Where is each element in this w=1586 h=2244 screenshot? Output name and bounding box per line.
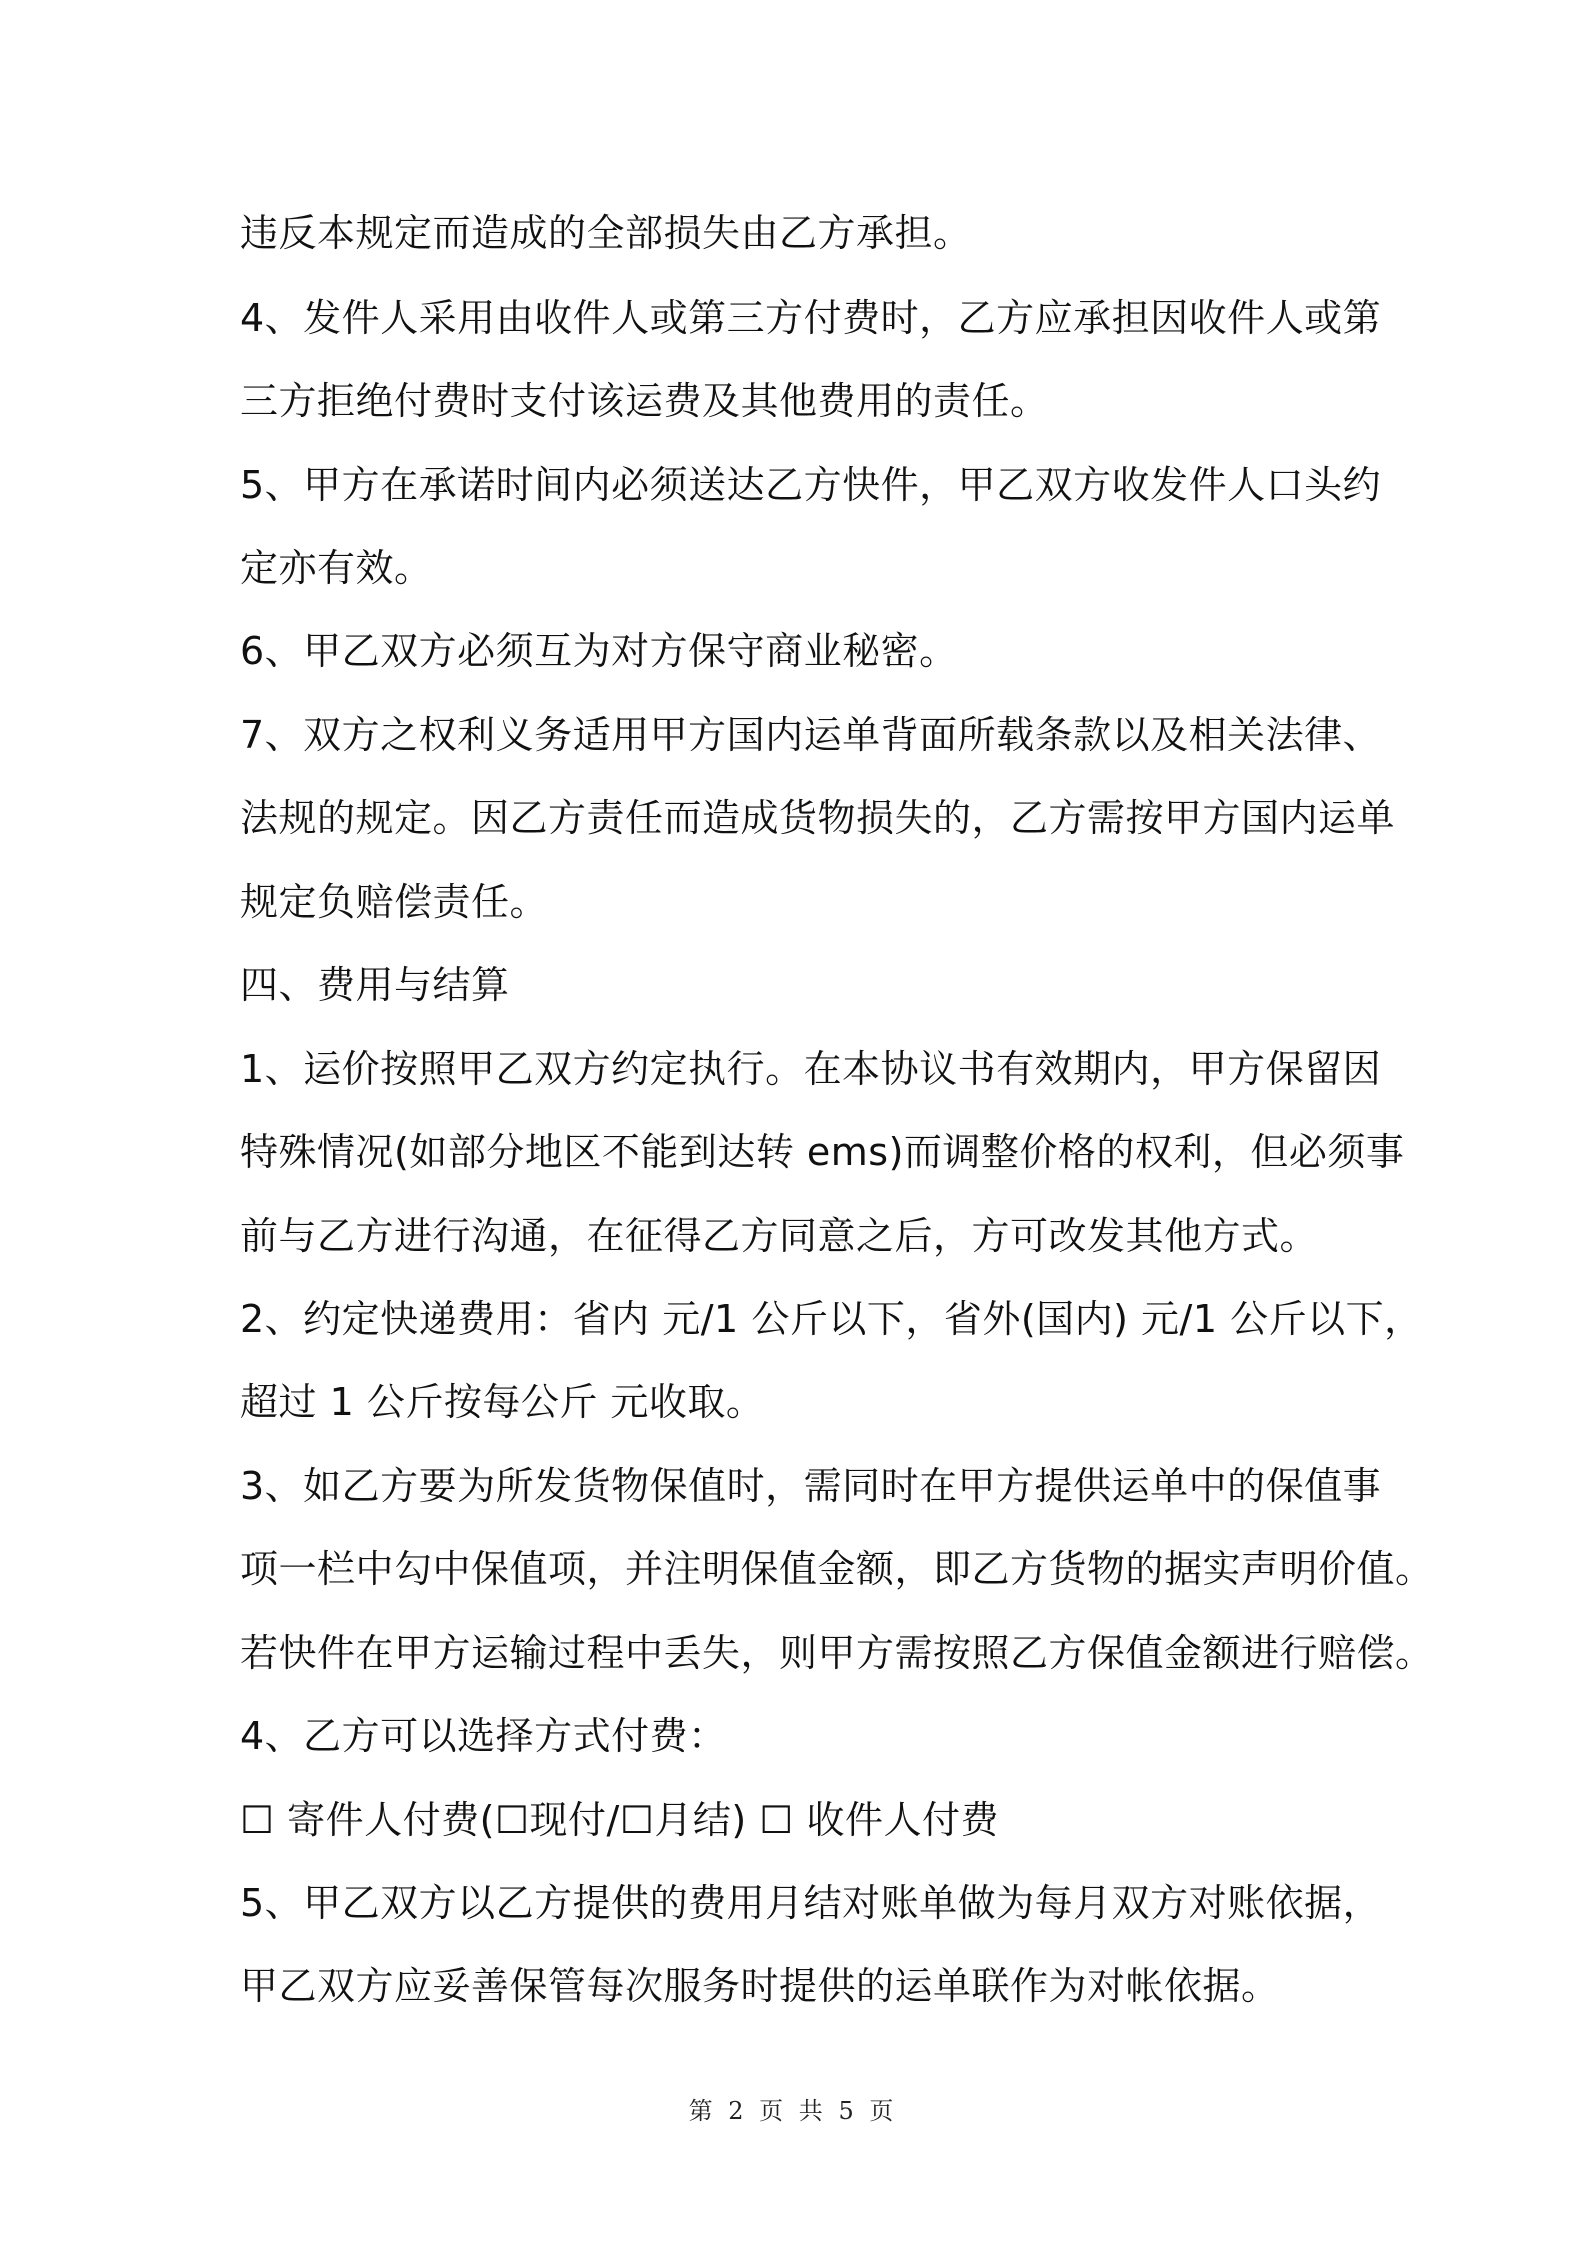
page-footer: 第 2 页 共 5 页 xyxy=(688,2097,898,2125)
section-heading: 四、费用与结算 xyxy=(240,963,510,1007)
text-line: 4、发件人采用由收件人或第三方付费时，乙方应承担因收件人或第 xyxy=(240,296,1382,340)
text-line: 5、甲乙双方以乙方提供的费用月结对账单做为每月双方对账依据， xyxy=(240,1881,1382,1925)
text-line: 4、乙方可以选择方式付费： xyxy=(240,1714,727,1758)
text-line: 定亦有效。 xyxy=(240,546,433,590)
text-line: 甲乙双方应妥善保管每次服务时提供的运单联作为对帐依据。 xyxy=(240,1964,1280,2008)
text-line: 6、甲乙双方必须互为对方保守商业秘密。 xyxy=(240,629,958,673)
text-line: 特殊情况(如部分地区不能到达转 ems)而调整价格的权利，但必须事 xyxy=(240,1130,1405,1174)
text-line: 三方拒绝付费时支付该运费及其他费用的责任。 xyxy=(240,379,1049,423)
text-line: 2、约定快递费用：省内 元/1 公斤以下，省外(国内) 元/1 公斤以下， xyxy=(240,1297,1423,1341)
text-line: 若快件在甲方运输过程中丢失，则甲方需按照乙方保值金额进行赔偿。 xyxy=(240,1631,1434,1675)
text-line: 1、运价按照甲乙双方约定执行。在本协议书有效期内，甲方保留因 xyxy=(240,1047,1382,1091)
text-line: 3、如乙方要为所发货物保值时，需同时在甲方提供运单中的保值事 xyxy=(240,1464,1382,1508)
text-line: 超过 1 公斤按每公斤 元收取。 xyxy=(240,1380,765,1424)
text-line: 前与乙方进行沟通，在征得乙方同意之后，方可改发其他方式。 xyxy=(240,1214,1319,1258)
text-line: 7、双方之权利义务适用甲方国内运单背面所载条款以及相关法律、 xyxy=(240,713,1382,757)
text-line: 规定负赔偿责任。 xyxy=(240,880,549,924)
text-line: 项一栏中勾中保值项，并注明保值金额，即乙方货物的据实声明价值。 xyxy=(240,1547,1434,1591)
text-line: 违反本规定而造成的全部损失由乙方承担。 xyxy=(240,211,972,255)
text-line: 法规的规定。因乙方责任而造成货物损失的，乙方需按甲方国内运单 xyxy=(240,796,1396,840)
text-line: 5、甲方在承诺时间内必须送达乙方快件，甲乙双方收发件人口头约 xyxy=(240,463,1382,507)
checkbox-options-line: ☐ 寄件人付费(☐现付/☐月结) ☐ 收件人付费 xyxy=(240,1798,999,1842)
